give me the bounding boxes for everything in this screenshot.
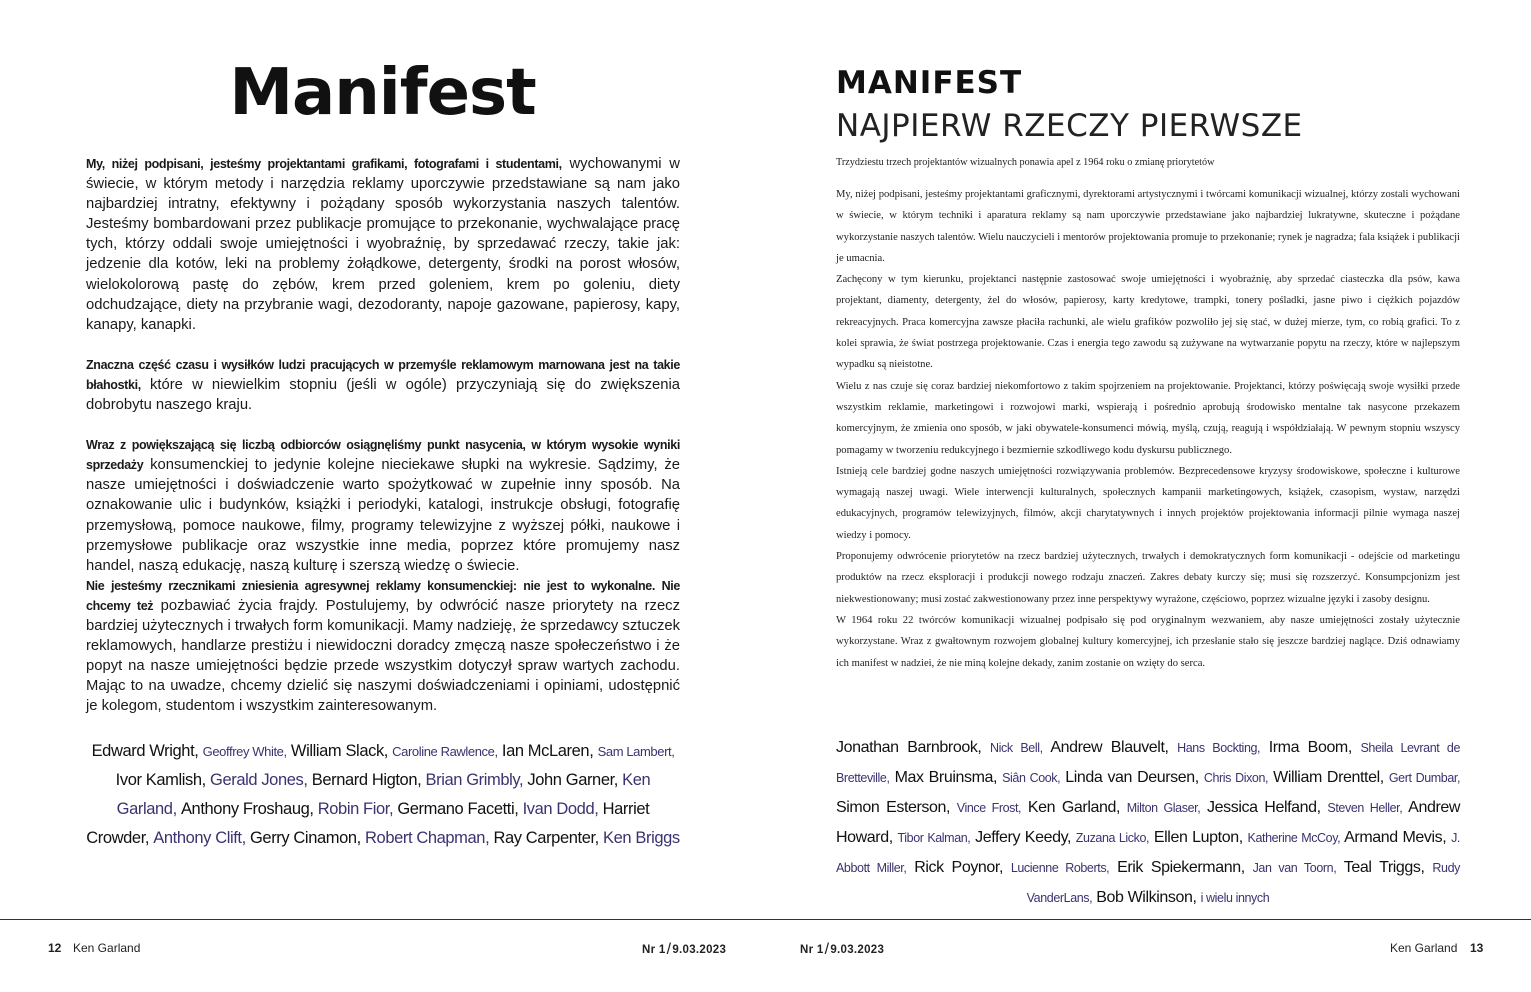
paragraph: [86, 355, 680, 415]
signatory-name: Ken Garland,: [1027, 799, 1121, 816]
section-subtitle: NAJPIERW RZECZY PIERWSZE: [836, 108, 1303, 144]
signatory-name: John Garner,: [527, 771, 618, 789]
issue-prefix: Nr 1: [642, 944, 666, 956]
signatory-name: William Drenttel,: [1273, 769, 1384, 786]
signatory-name: Katherine McCoy,: [1247, 831, 1341, 845]
signatory-name: Gert Dumbar,: [1388, 771, 1461, 785]
signatory-name: Jan van Toorn,: [1252, 861, 1337, 875]
signatory-name: Erik Spiekermann,: [1117, 859, 1245, 876]
signatory-name: Ivor Kamlish,: [115, 771, 206, 789]
signatory-name: Steven Heller,: [1327, 801, 1403, 815]
author-left: Ken Garland: [73, 941, 141, 955]
signatory-name: Armand Mevis,: [1344, 829, 1447, 846]
signatory-name: Irma Boom,: [1268, 739, 1352, 756]
signatory-name: Brian Grimbly,: [425, 771, 524, 789]
paragraph-lead: Wraz z powiększającą się liczbą odbiorców osiągnęliśmy punkt nasycenia, w którym wysokie wyniki sprzedaży: [86, 438, 680, 473]
signatory-name: Max Bruinsma,: [894, 769, 998, 786]
signatory-name: Geoffrey White,: [202, 744, 287, 759]
signatory-name: Ian McLaren,: [501, 742, 594, 760]
issue-date: 9.03.2023: [830, 944, 885, 956]
manifesto-body-left: [86, 154, 680, 716]
signatory-name: Ken Briggs: [603, 829, 680, 847]
signatory-name: Simon Esterson,: [836, 799, 951, 816]
slash-glyph: /: [666, 941, 672, 958]
paragraph: My, niżej podpisani, jesteśmy projektantami graficznymi, dyrektorami artystycznymi i twórcami komunikacji wizualnej, którzy zostali wychowani w świecie, w którym techniki i aparatura reklamy są nam uporczywie przedstawiane jako najbardziej lukratywne, skuteczne i pożądane wykorzystanie naszych talentów. Wielu nauczycieli i mentorów projektowania promuje to przekonanie; rynek je nagradza; fala książek i publikacji je umacnia.: [836, 189, 1460, 264]
author-right: Ken Garland: [1390, 941, 1458, 955]
signatory-name: Sam Lambert,: [597, 744, 675, 759]
paragraph-text: konsumenckiej to jedynie kolejne nieciekawe słupki na wykresie. Sądzimy, że nasze umiejętności i doświadczenie warto spożytkować w zupełnie inny sposób. Na oznakowanie ulic i budynków, książki i periodyki, katalogi, instrukcje obsługi, fotografię przemysłową, pomoce naukowe, filmy, programy telewizyjne z wyższej półki, naukowe i przemysłowe publikacje oraz wszystkie inne media, poprzez które promujemy nasz handel, naszą edukację, naszą kulturę i szerszą wiedzę o świecie.: [86, 457, 680, 574]
paragraph-lead: Nie jesteśmy rzecznikami zniesienia agresywnej reklamy konsumenckiej: nie jest to wykonalne. Nie chcemy też: [86, 578, 680, 613]
signatory-name: Edward Wright,: [91, 742, 199, 760]
signatory-name: Zuzana Licko,: [1075, 831, 1150, 845]
signatory-name: Ray Carpenter,: [493, 829, 599, 847]
slash-glyph: /: [824, 941, 830, 958]
signatory-name: Chris Dixon,: [1203, 771, 1269, 785]
footer-divider: [0, 919, 1531, 920]
paragraph: [86, 435, 680, 576]
signatory-name: Nick Bell,: [990, 741, 1043, 755]
signatory-name: Vince Frost,: [956, 801, 1022, 815]
signatory-name: Rudy VanderLans,: [1026, 861, 1460, 905]
signatory-name: Jessica Helfand,: [1207, 799, 1321, 816]
paragraph-lead: Znaczna część czasu i wysiłków ludzi pracujących w przemyśle reklamowym marnowana jest na takie błahostki,: [86, 357, 680, 392]
issue-date: 9.03.2023: [672, 944, 727, 956]
signatories-2000: [836, 733, 1460, 913]
signatory-name: Lucienne Roberts,: [1010, 861, 1110, 875]
left-page: [0, 0, 765, 920]
paragraph-text: wychowanymi w świecie, w którym metody i narzędzia reklamy uporczywie przedstawiane są nam jako najbardziej intratny, efektywny i pożądany sposób wykorzystania naszych talentów. Jesteśmy bombardowani przez publikacje promujące to przekonanie, wychwalające pracę tych, którzy oddali swoje umiejętności i wyobraźnię, by sprzedawać rzeczy, takie jak: jedzenie dla kotów, leki na problemy żołądkowe, detergenty, środki na porost włosów, wielokolorową pastę do zębów, krem przed goleniem, krem po goleniu, diety odchudzające, diety na przybranie wagi, dezodoranty, napoje gazowane, papierosy, kapy, kanapy, kanapki.: [86, 156, 680, 333]
signatory-name: Ivan Dodd,: [522, 800, 599, 818]
signatory-name: Harriet Crowder,: [86, 800, 650, 847]
page-title: Manifest: [229, 56, 536, 130]
signatory-name: Anthony Clift,: [153, 829, 246, 847]
paragraph: [86, 576, 680, 717]
right-page: [766, 0, 1531, 920]
signatory-name: Gerry Cinamon,: [249, 829, 361, 847]
signatory-name: Gerald Jones,: [210, 771, 308, 789]
signatory-name: Jonathan Barnbrook,: [836, 739, 982, 756]
paragraph-lead: My, niżej podpisani, jesteśmy projektantami grafikami, fotografami i studentami,: [86, 157, 562, 171]
issue-prefix: Nr 1: [800, 944, 824, 956]
paragraph: Istnieją cele bardziej godne naszych umiejętności rozwiązywania problemów. Bezprecedensowe kryzysy środowiskowe, społeczne i kulturowe wymagają naszej uwagi. Wiele interwencji kulturalnych, społecznych kampanii marketingowych, książek, czasopism, wystaw, narzędzi edukacyjnych, programów telewizyjnych, filmów, akcji charytatywnych i innych projektów projektowania informacji pilnie wymaga naszej wiedzy i pomocy.: [836, 465, 1460, 541]
issue-right: [800, 941, 884, 959]
signatory-name: Robin Fior,: [317, 800, 394, 818]
paragraph-text: pozbawiać życia frajdy. Postulujemy, by odwrócić nasze priorytety na rzecz bardziej użytecznych i trwałych form komunikacji. Mamy nadzieję, że sprzedawcy sztuczek reklamowych, handlarze prestiżu i niewidoczni doradcy zmęczą nasze społeczeństwo i że popyt na nasze umiejętności będzie przede wszystkim dotyczył spraw wartych zachodu. Mając to na uwadze, chcemy dzielić się naszymi doświadczeniami i opiniami, udostępnić je kolegom, studentom i wszystkim zainteresowanym.: [86, 597, 680, 715]
signatory-name: Andrew Blauvelt,: [1050, 739, 1169, 756]
signatory-name: Teal Triggs,: [1343, 859, 1425, 876]
paragraph-text: które w niewielkim stopniu (jeśli w ogóle) przyczyniają się do zwiększenia dobrobytu naszego kraju.: [86, 376, 680, 414]
issue-left: [642, 941, 726, 959]
signatory-name: Rick Poynor,: [914, 859, 1004, 876]
paragraph: Proponujemy odwrócenie priorytetów na rzecz bardziej użytecznych, trwałych i demokratycznych form komunikacji - odejście od marketingu produktów na rzecz eksploracji i produkcji nowego rodzaju znaczeń. Zakres debaty kurczy się; musi się rozszerzyć. Konsumpcjonizm jest niekwestionowany; musi zostać zakwestionowany przez inne perspektywy wyrażone, częściowo, poprzez wizualne języki i zasoby designu.: [836, 551, 1460, 605]
paragraph: Zachęcony w tym kierunku, projektanci następnie zastosować swoje umiejętności i wyobraźnię, aby sprzedać ciasteczka dla psów, kawa projektant, diamenty, detergenty, żel do włosów, papierosy, karty kredytowe, trampki, tonery pośladki, jasne piwo i ciężkich pojazdów rekreacyjnych. Praca komercyjna zawsze płaciła rachunki, ale wielu grafików pozwoliło jej się stać, w dużej mierze, tym, co robią grafici. To z kolei sprawia, że świat postrzega projektowanie. Czas i energia tego zawodu są zużywane na wytwarzanie popytu na rzeczy, które w najlepszym wypadku są nieistotne.: [836, 274, 1460, 371]
signatory-name: Germano Facetti,: [397, 800, 519, 818]
signatory-name: Bob Wilkinson,: [1096, 889, 1197, 906]
section-title: MANIFEST: [836, 65, 1023, 101]
paragraph: Wielu z nas czuje się coraz bardziej niekomfortowo z takim spojrzeniem na projektowanie. Projektanci, którzy poświęcają swoje wysiłki przede wszystkim reklamie, marketingowi i rozwojowi marki, wspierają i pośrednio aprobują środowisko mentalne tak nasycone przekazem komercyjnym, że zmienia ono sposób, w jaki obywatele-konsumenci mówią, myślą, czują, reagują i współdziałają. W pewnym stopniu wszyscy pomagamy w tworzeniu redukcyjnego i bezmiernie szkodliwego kodu dyskursu publicznego.: [836, 380, 1460, 456]
signatory-name: Milton Glaser,: [1126, 801, 1201, 815]
intro-line: Trzydziestu trzech projektantów wizualnych ponawia apel z 1964 roku o zmianę priorytetów: [836, 157, 1215, 168]
signatory-name: Linda van Deursen,: [1065, 769, 1199, 786]
signatory-name: Robert Chapman,: [365, 829, 490, 847]
signatory-name: Hans Bockting,: [1177, 741, 1261, 755]
manifesto-body-right: [836, 184, 1460, 674]
signatory-name: Bernard Higton,: [311, 771, 422, 789]
signatories-1964: [86, 737, 680, 853]
signatory-name: Sheila Levrant de Bretteville,: [836, 741, 1461, 785]
signatory-name: Caroline Rawlence,: [392, 744, 498, 759]
signatory-name: Ken Garland,: [116, 771, 651, 818]
signatory-name: Anthony Froshaug,: [180, 800, 314, 818]
signatory-name: William Slack,: [290, 742, 388, 760]
page-number-left: 12: [48, 941, 62, 955]
paragraph: [86, 154, 680, 335]
signatory-name: Jeffery Keedy,: [975, 829, 1072, 846]
signatory-name: Tibor Kalman,: [897, 831, 971, 845]
page-number-right: 13: [1470, 941, 1484, 955]
signatory-name: Andrew Howard,: [836, 799, 1461, 846]
signatory-name: Siân Cook,: [1002, 771, 1061, 785]
signatory-name: i wielu innych: [1200, 891, 1270, 905]
signatory-name: Ellen Lupton,: [1153, 829, 1243, 846]
paragraph: W 1964 roku 22 twórców komunikacji wizualnej podpisało się pod oryginalnym wezwaniem, aby nasze umiejętności zostały użytecznie wykorzystane. Wraz z gwałtownym rozwojem globalnej kultury komercyjnej, ich przesłanie stało się jeszcze bardziej naglące. Dziś odnawiamy ich manifest w nadziei, że nie miną kolejne dekady, zanim zostanie on wzięty do serca.: [836, 614, 1460, 669]
signatory-name: J. Abbott Miller,: [836, 831, 1461, 875]
